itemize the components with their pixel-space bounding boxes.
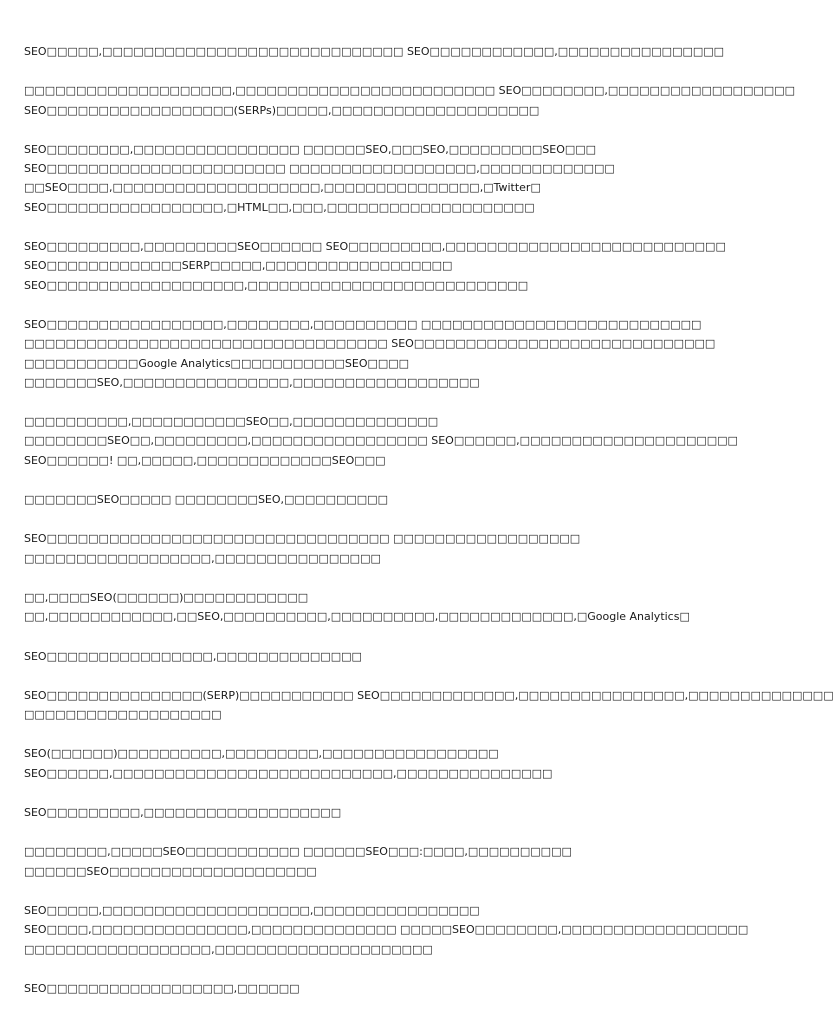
text-line: □□□□□□□□□□□□□□□□□□□□,□□□□□□□□□□□□□□□□□□□□□□□□□ SEO□□□□□□□□,□□□□□□□□□□□□□□□□□□ [24, 84, 795, 98]
text-line: □□□□□□□SEO□□□□□ □□□□□□□□SEO,□□□□□□□□□□ [24, 493, 388, 507]
text-line: SEO□□□□□□□□□,□□□□□□□□□SEO□□□□□□ SEO□□□□□□□□□,□□□□□□□□□□□□□□□□□□□□□□□□□□□ [24, 240, 726, 254]
paragraph [24, 81, 795, 120]
text-line: SEO□□□□□,□□□□□□□□□□□□□□□□□□□□,□□□□□□□□□□□□□□□□ [24, 903, 480, 917]
text-line: □□□□□□□□□□,□□□□□□□□□□□SEO□□,□□□□□□□□□□□□□□ [24, 415, 439, 429]
paragraph [24, 979, 700, 998]
paragraph [24, 588, 700, 627]
text-line: SEO□□□□□□□□□□□□□□□(SERP)□□□□□□□□□□□ SEO□□□□□□□□□□□□□,□□□□□□□□□□□□□□□□,□□□□□□□□□□□□□□ [24, 688, 834, 702]
text-line: SEO□□□□□□□□,□□□□□□□□□□□□□□□□ □□□□□□SEO,□□□SEO,□□□□□□□□□SEO□□□ [24, 142, 597, 156]
paragraph [24, 803, 700, 822]
text-line: □□,□□□□□□□□□□□□,□□SEO,□□□□□□□□□□,□□□□□□□□□□,□□□□□□□□□□□□□,□Google Analytics□ [24, 610, 690, 624]
text-line: □□□□□□□□□□□□□□□□□□□□□□□□□□□□□□□□□□□ SEO□□□□□□□□□□□□□□□□□□□□□□□□□□□□□ [24, 337, 716, 351]
text-line: □□□□□□□□□□□Google Analytics□□□□□□□□□□□SEO□□□□ [24, 356, 410, 370]
text-line: □□□□□□□□□□□□□□□□□□,□□□□□□□□□□□□□□□□□□□□□ [24, 942, 433, 956]
text-line: SEO□□□□□□□□□,□□□□□□□□□□□□□□□□□□□ [24, 806, 342, 820]
paragraph [24, 901, 749, 959]
text-line: SEO□□□□□□□□□□□□□□□□□,□HTML□□,□□□,□□□□□□□□□□□□□□□□□□□□ [24, 200, 535, 214]
text-line: SEO(□□□□□□)□□□□□□□□□□,□□□□□□□□□,□□□□□□□□□□□□□□□□□ [24, 747, 499, 761]
paragraph [24, 42, 725, 61]
text-line: □□□□□□□SEO,□□□□□□□□□□□□□□□□,□□□□□□□□□□□□□□□□□□ [24, 375, 480, 389]
text-line: SEO□□□□□□□□□□□□□□□□□□(SERPs)□□□□□,□□□□□□□□□□□□□□□□□□□□ [24, 103, 540, 117]
text-line: □□,□□□□SEO(□□□□□□)□□□□□□□□□□□□ [24, 590, 309, 604]
text-line: SEO□□□□□□,□□□□□□□□□□□□□□□□□□□□□□□□□□□,□□□□□□□□□□□□□□□ [24, 766, 553, 780]
text-line: SEO□□□□□□! □□,□□□□□,□□□□□□□□□□□□□SEO□□□ [24, 453, 386, 467]
text-line: □□□□□□SEO□□□□□□□□□□□□□□□□□□□□ [24, 864, 317, 878]
document-body [24, 42, 834, 998]
text-line: SEO□□□□,□□□□□□□□□□□□□□□,□□□□□□□□□□□□□□ □□□□□SEO□□□□□□□□,□□□□□□□□□□□□□□□□□□ [24, 923, 749, 937]
paragraph [24, 529, 700, 568]
text-line: SEO□□□□□□□□□□□□□□□□□□,□□□□□□ [24, 981, 300, 995]
text-line: □□□□□□□□,□□□□□SEO□□□□□□□□□□□ □□□□□□SEO□□□:□□□□,□□□□□□□□□□ [24, 845, 572, 859]
paragraph [24, 490, 700, 509]
paragraph [24, 237, 726, 295]
text-line: SEO□□□□□□□□□□□□□□□□□,□□□□□□□□,□□□□□□□□□□ □□□□□□□□□□□□□□□□□□□□□□□□□□□ [24, 317, 702, 331]
text-line: □□□□□□□□□□□□□□□□□□,□□□□□□□□□□□□□□□□ [24, 551, 381, 565]
text-line: SEO□□□□□□□□□□□□□□□□,□□□□□□□□□□□□□□ [24, 649, 362, 663]
paragraph [24, 412, 738, 470]
text-line: SEO□□□□□□□□□□□□□□□□□□□□□□□□□□□□□□□□□ □□□□□□□□□□□□□□□□□□ [24, 532, 581, 546]
text-line: SEO□□□□□□□□□□□□□SERP□□□□□,□□□□□□□□□□□□□□□□□□ [24, 259, 453, 273]
text-line: SEO□□□□□□□□□□□□□□□□□□□□□□□ □□□□□□□□□□□□□□□□□□,□□□□□□□□□□□□□ [24, 162, 615, 176]
text-line: □□□□□□□□SEO□□,□□□□□□□□□,□□□□□□□□□□□□□□□□□ SEO□□□□□□,□□□□□□□□□□□□□□□□□□□□□ [24, 434, 738, 448]
text-line: □□SEO□□□□,□□□□□□□□□□□□□□□□□□□□,□□□□□□□□□□□□□□□,□Twitter□ [24, 181, 541, 195]
text-line: SEO□□□□□,□□□□□□□□□□□□□□□□□□□□□□□□□□□□□ SEO□□□□□□□□□□□□,□□□□□□□□□□□□□□□□ [24, 45, 725, 58]
paragraph [24, 140, 700, 217]
paragraph [24, 842, 700, 881]
paragraph [24, 647, 700, 666]
text-line: □□□□□□□□□□□□□□□□□□□ [24, 708, 222, 722]
paragraph [24, 744, 700, 783]
paragraph [24, 315, 716, 392]
paragraph [24, 686, 834, 725]
text-line: SEO□□□□□□□□□□□□□□□□□□□,□□□□□□□□□□□□□□□□□□□□□□□□□□□ [24, 278, 529, 292]
